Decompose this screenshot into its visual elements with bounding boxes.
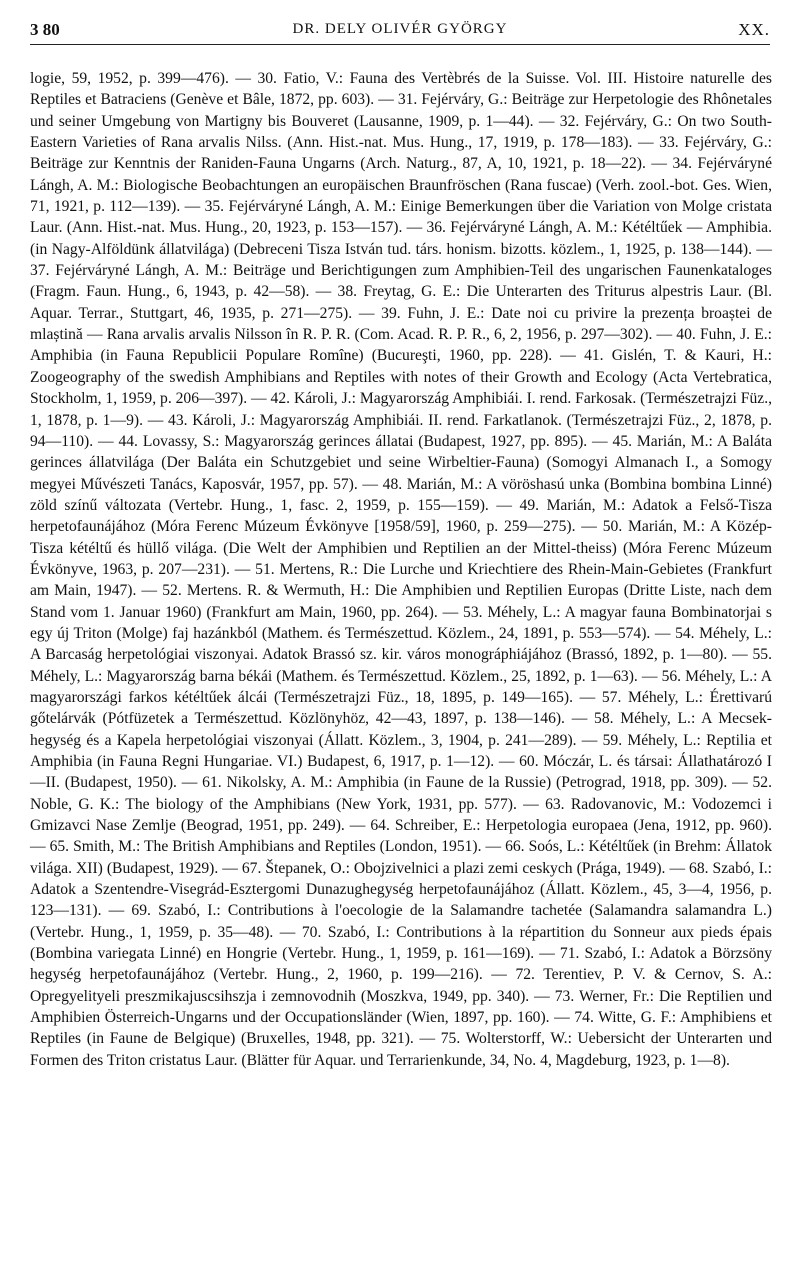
running-title: DR. DELY OLIVÉR GYÖRGY xyxy=(292,21,508,37)
page-header xyxy=(30,18,770,45)
bibliography-text: logie, 59, 1952, p. 399—476). — 30. Fatio, V.: Fauna des Vertèbrés de la Suisse. Vol. III. Histoire naturelle des Reptiles et Batraciens (Genève et Bâle, 1872, pp. 603). — 31. Fejérváry, G.: Beiträge zur Herpetologie des Rhônetales und seiner Umgebung von Martigny bis Bouveret (Lausanne, 1909, p. 1—44). — 32. Fejérváry, G.: On two South-Eastern Varieties of Rana arvalis Nilss. (Ann. Hist.-nat. Mus. Hung., 17, 1919, p. 178—183). — 33. Fejérváry, G.: Beiträge zur Kenntnis der Raniden-Fauna Ungarns (Arch. Naturg., 87, A, 10, 1921, p. 18—22). — 34. Fejérváryné Lángh, A. M.: Biologische Beobachtungen an europäischen Braunfröschen (Rana fuscae) (Verh. zool.-bot. Ges. Wien, 71, 1921, p. 112—139). — 35. Fejérváryné Lángh, A. M.: Einige Bemerkungen über die Variation von Molge cristata Laur. (Ann. Hist.-nat. Mus. Hung., 20, 1923, p. 153—157). — 36. Fejérváryné Lángh, A. M.: Kétéltűek — Amphibia. (in Nagy-Alföldünk állatvilága) (Debreceni Tisza István tud. társ. honism. bizotts. közlem., 1, 1925, p. 138—144). — 37. Fejérváryné Lángh, A. M.: Beiträge und Berichtigungen zum Amphibien-Teil des ungarischen Faunenkataloges (Fragm. Faun. Hung., 6, 1943, p. 42—58). — 38. Freytag, G. E.: Die Unterarten des Triturus alpestris Laur. (Bl. Aquar. Terrar., Stuttgart, 46, 1935, p. 271—275). — 39. Fuhn, J. E.: Date noi cu privire la prezența broaștei de mlaștină — Rana arvalis arvalis Nilsson în R. P. R. (Com. Acad. R. P. R., 6, 2, 1956, p. 297—302). — 40. Fuhn, J. E.: Amphibia (in Fauna Republicii Populare Romîne) (Bucureşti, 1960, pp. 228). — 41. Gislén, T. & Kauri, H.: Zoogeography of the swedish Amphibians and Reptiles with notes of their Growth and Ecology (Acta Vertebratica, Stockholm, 1, 1959, p. 206—397). — 42. Károli, J.: Magyarország Amphibiái. I. rend. Farkosak. (Természetrajzi Füz., 1, 1878, p. 1—9). — 43. Károli, J.: Magyarország Amphibiái. II. rend. Farkatlanok. (Természetrajzi Füz., 2, 1878, p. 94—110). — 44. Lovassy, S.: Magyarország gerinces állatai (Budapest, 1927, pp. 895). — 45. Marián, M.: A Baláta gerinces állatvilága (Der Baláta ein Schutzgebiet und seine Wirbeltier-Fauna) (Somogyi Almanach I., a Somogy megyei Művészeti Tanács, Kaposvár, 1957, pp. 57). — 48. Marián, M.: A vöröshasú unka (Bombina bombina Linné) zöld színű változata (Vertebr. Hung., 1, fasc. 2, 1959, p. 155—159). — 49. Marián, M.: Adatok a Felső-Tisza herpetofaunájához (Móra Ferenc Múzeum Évkönyve [1958/59], 1960, p. 259—275). — 50. Marián, M.: A Közép-Tisza kétéltű és hüllő világa. (Die Welt der Amphibien und Reptilien an der Mittel-theiss) (Móra Ferenc Múzeum Évkönyve, 1963, p. 207—231). — 51. Mertens, R.: Die Lurche und Kriechtiere des Rhein-Main-Gebietes (Frankfurt am Main, 1947). — 52. Mertens. R. & Wermuth, H.: Die Amphibien und Reptilien Europas (Dritte Liste, nach dem Stand vom 1. Januar 1960) (Frankfurt am Main, 1960, pp. 264). — 53. Méhely, L.: A magyar fauna Bombinatorjai s egy új Triton (Molge) faj hazánkból (Mathem. és Természettud. Közlem., 24, 1891, p. 553—574). — 54. Méhely, L.: A Barcaság herpetológiai viszonyai. Adatok Brassó sz. kir. város monográphiájához (Brassó, 1892, p. 1—80). — 55. Méhely, L.: Magyarország barna békái (Mathem. és Természettud. Közlem., 25, 1892, p. 1—63). — 56. Méhely, L.: A magyarországi farkos kétéltűek álcái (Természetrajzi Füz., 18, 1895, p. 149—165). — 57. Méhely, L.: Érettivarú gőtelárvák (Pótfüzetek a Természettud. Közlönyhöz, 42—43, 1897, p. 138—146). — 58. Méhely, L.: A Mecsek-hegység és a Kapela herpetológiai viszonyai (Állatt. Közlem., 3, 1904, p. 241—289). — 59. Méhely, L.: Reptilia et Amphibia (in Fauna Regni Hungariae. VI.) Budapest, 6, 1917, p. 1—12). — 60. Móczár, L. és társai: Állathatározó I—II. (Budapest, 1950). — 61. Nikolsky, A. M.: Amphibia (in Faune de la Russie) (Petrograd, 1918, pp. 309). — 52. Noble, G. K.: The biology of the Amphibians (New York, 1931, pp. 577). — 63. Radovanovic, M.: Vodozemci i Gmizavci Nase Zemlje (Beograd, 1951, pp. 249). — 64. Schreiber, E.: Herpetologia europaea (Jena, 1912, pp. 960). — 65. Smith, M.: The British Amphibians and Reptiles (London, 1951). — 66. Soós, L.: Kétéltűek (in Brehm: Állatok világa. XII) (Budapest, 1929). — 67. Štepanek, O.: Obojzivelnici a plazi zemi ceskych (Prága, 1949). — 68. Szabó, I.: Adatok a Szentendre-Visegrád-Esztergomi Dunazughegység herpetofaunájához (Állatt. Közlem., 45, 3—4, 1956, p. 123—131). — 69. Szabó, I.: Contributions à l'oecologie de la Salamandre tachetée (Salamandra salamandra L.) (Vertebr. Hung., 1, 1959, p. 35—48). — 70. Szabó, I.: Contributions à la répartition du Sonneur aux pieds épais (Bombina variegata Linné) en Hongrie (Vertebr. Hung., 1, 1959, p. 161—169). — 71. Szabó, I.: Adatok a Börzsöny hegység herpetofaunájához (Vertebr. Hung., 2, 1960, p. 199—216). — 72. Terentiev, P. V. & Cernov, S. A.: Opregyelityeli preszmikajuscsihszja i zemnovodnih (Moszkva, 1949, pp. 340). — 73. Werner, Fr.: Die Reptilien und Amphibien Österreich-Ungarns und der Occupationsländer (Wien, 1897, pp. 160). — 74. Witte, G. F.: Amphibiens et Reptiles (in Faune de Belgique) (Bruxelles, 1948, pp. 321). — 75. Wolterstorff, W.: Uebersicht der Unterarten und Formen des Triton cristatus Laur. (Blätter für Aquar. und Terrarienkunde, 34, No. 4, Magdeburg, 1923, p. 1—8). xyxy=(30,70,772,1069)
page-number: 3 80 xyxy=(30,20,60,39)
chapter-number: XX. xyxy=(738,20,770,39)
